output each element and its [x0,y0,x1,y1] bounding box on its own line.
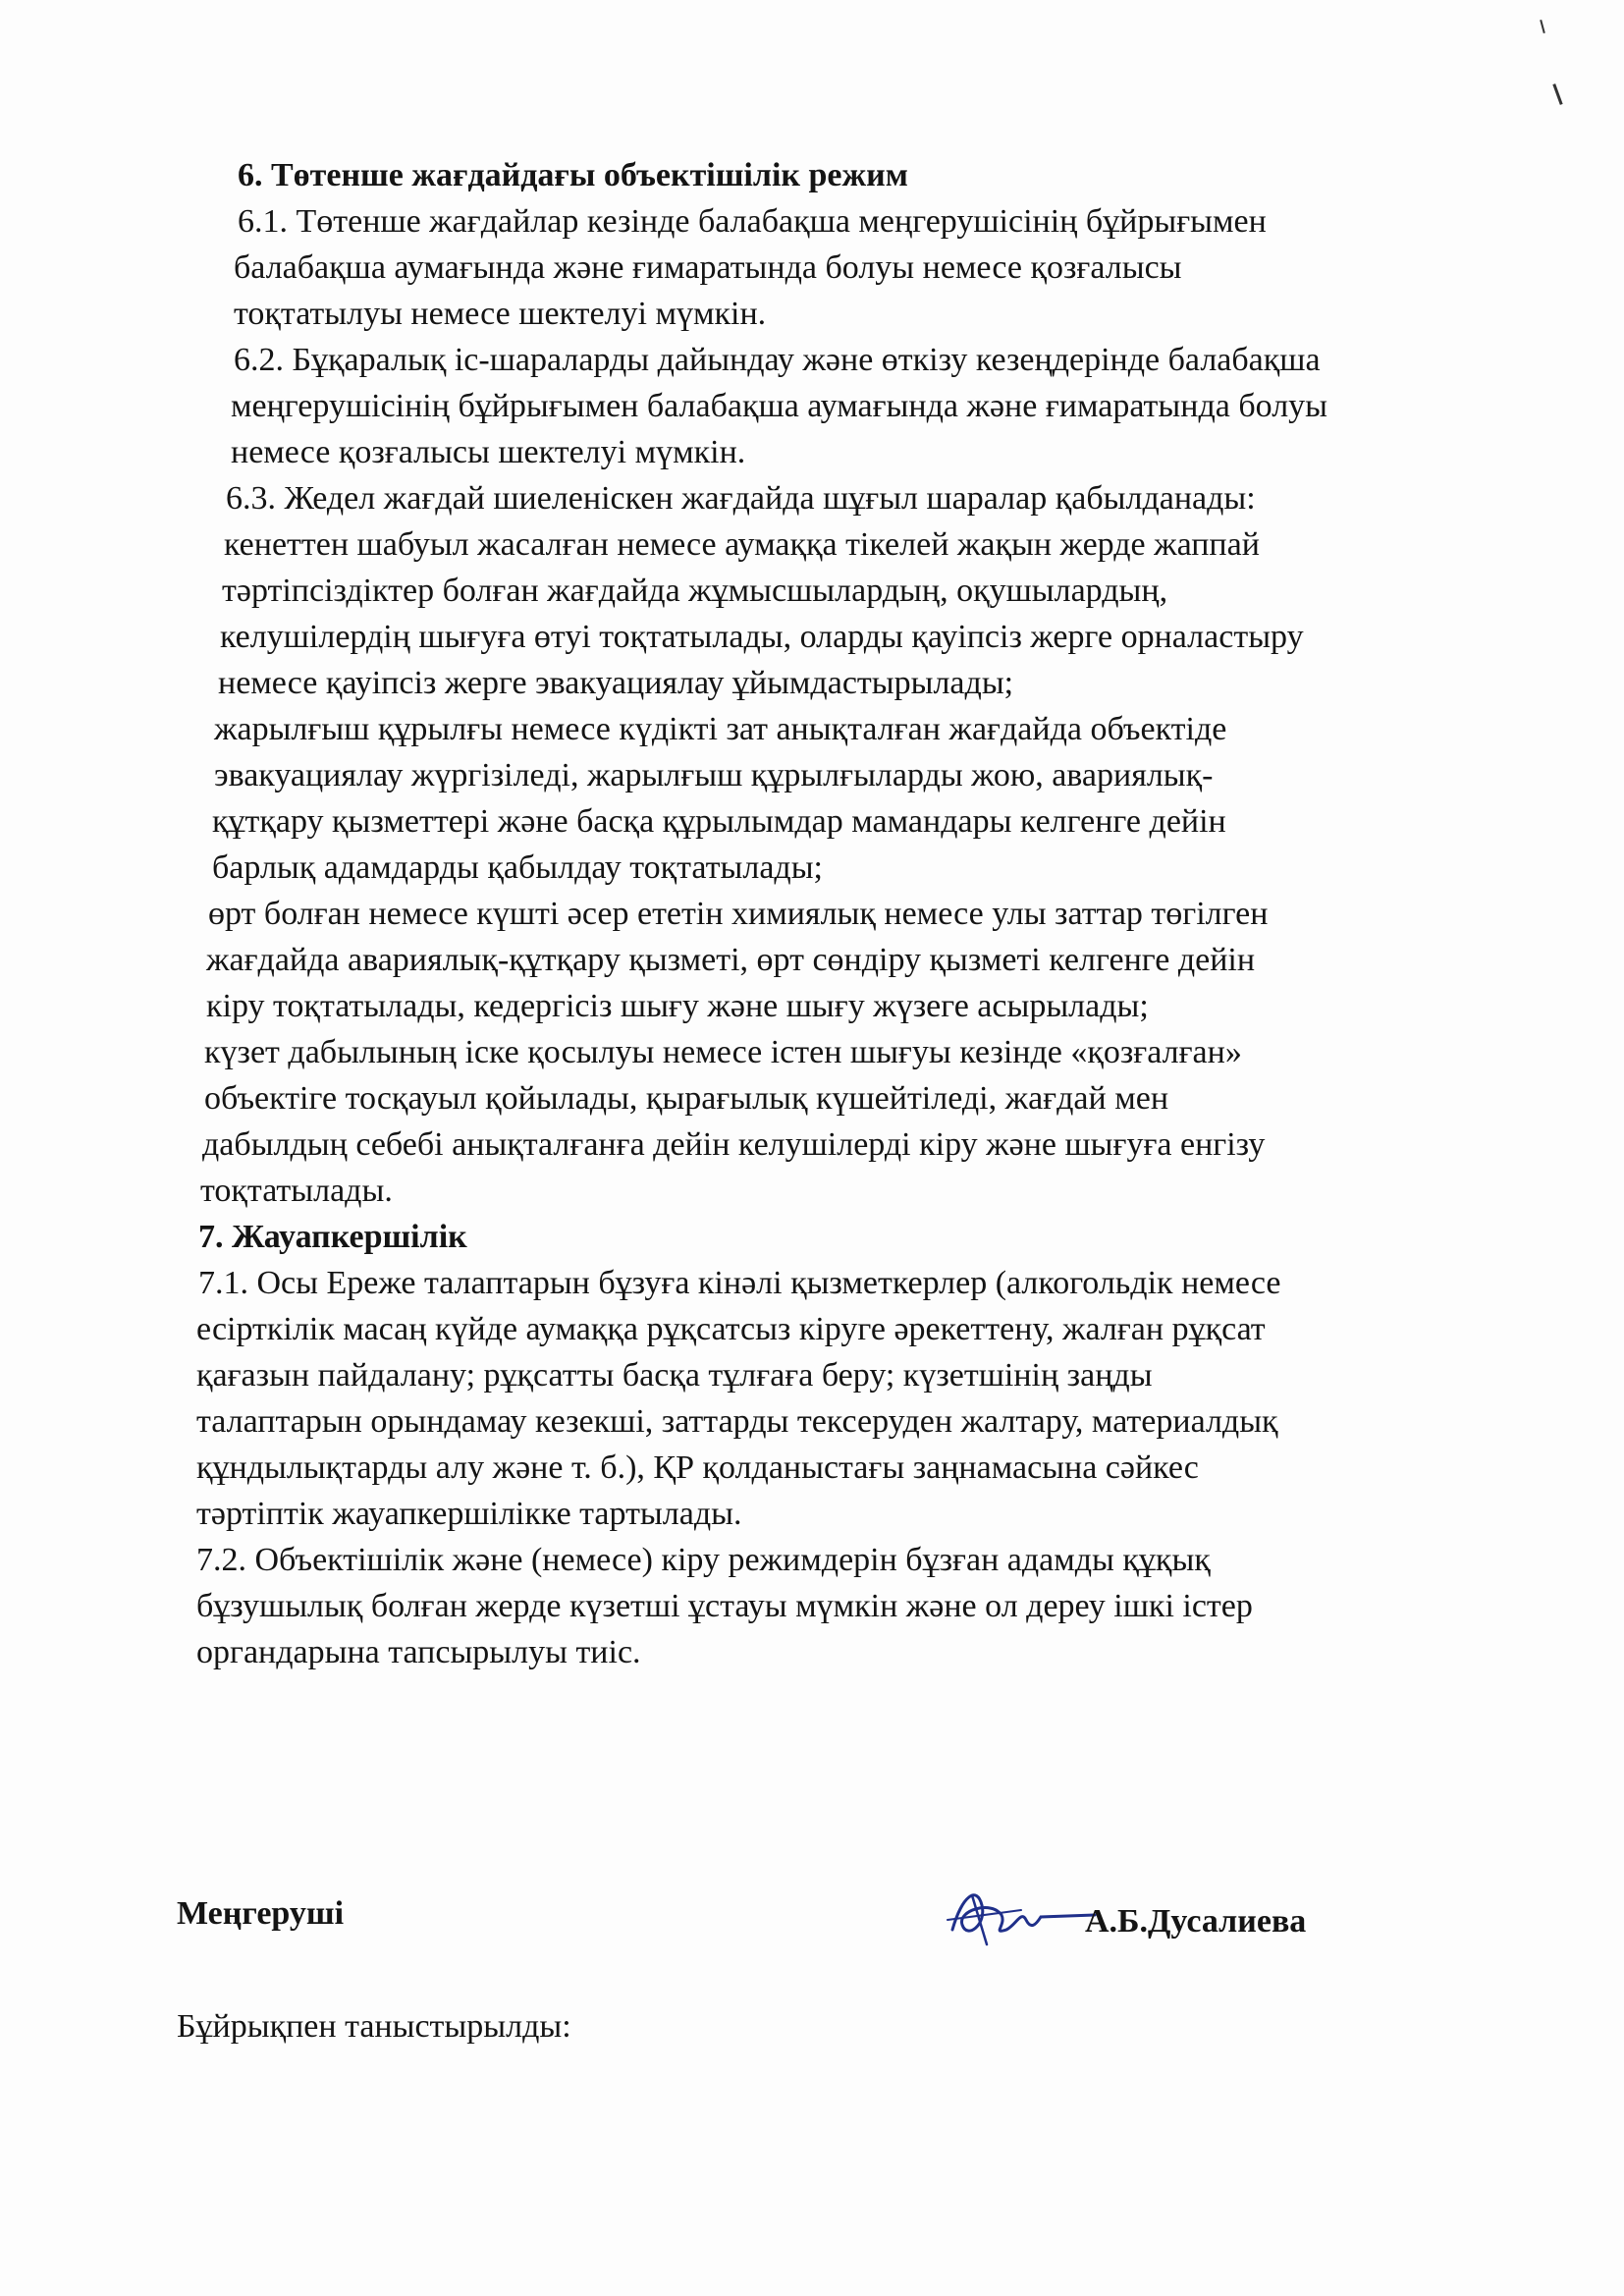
handwritten-signature [933,1876,1100,1954]
text-line: жарылғыш құрылғы немесе күдікті зат анықталған жағдайда объектіде [214,711,1227,747]
text-line: келушілердің шығуға өтуі тоқтатылады, оларды қауіпсіз жерге орналастыру [220,619,1304,655]
text-line: тәртіпсіздіктер болған жағдайда жұмысшылардың, оқушылардың, [222,573,1168,609]
scan-mark [1540,20,1545,33]
text-line: 6.3. Жедел жағдай шиеленіскен жағдайда шұғыл шаралар қабылданады: [226,480,1256,517]
text-line: немесе қауіпсіз жерге эвакуациялау ұйымдастырылады; [218,665,1014,701]
text-line: кіру тоқтатылады, кедергісіз шығу және шығу жүзеге асырылады; [206,988,1149,1024]
text-line: немесе қозғалысы шектелуі мүмкін. [231,434,746,470]
scan-mark [1552,83,1562,105]
signer-position: Меңгеруші [177,1895,345,1932]
text-line: қағазын пайдалану; рұқсатты басқа тұлғаға беру; күзетшінің заңды [196,1357,1153,1394]
text-line: кенеттен шабуыл жасалған немесе аумаққа тікелей жақын жерде жаппай [224,526,1260,563]
text-line: тоқтатылуы немесе шектелуі мүмкін. [234,296,767,332]
text-line: органдарына тапсырылуы тиіс. [196,1634,641,1670]
text-line: 6.2. Бұқаралық іс-шараларды дайындау және өткізу кезеңдерінде балабақша [234,342,1321,378]
text-line: құтқару қызметтері және басқа құрылымдар мамандары келгенге дейін [212,803,1226,840]
signature-block [177,1895,1355,2092]
text-line: 6.1. Төтенше жағдайлар кезінде балабақша меңгерушісінің бұйрығымен [238,203,1267,240]
text-line: балабақша аумағында және ғимаратында болуы немесе қозғалысы [234,249,1182,286]
text-line: талаптарын орындамау кезекші, заттарды тексеруден жалтару, материалдық [196,1403,1278,1440]
text-line: тәртіптік жауапкершілікке тартылады. [196,1496,742,1532]
signer-name: А.Б.Дусалиева [1085,1903,1307,1940]
text-line: жағдайда авариялық-құтқару қызметі, өрт сөндіру қызметі келгенге дейін [206,942,1256,978]
text-line: меңгерушісінің бұйрығымен балабақша аумағында және ғимаратында болуы [231,388,1328,424]
text-line: күзет дабылының іске қосылуы немесе істен шығуы кезінде «қозғалған» [204,1034,1242,1070]
text-line: дабылдың себебі анықталғанға дейін келушілерді кіру және шығуға енгізу [202,1126,1266,1163]
text-line: өрт болған немесе күшті әсер ететін химиялық немесе улы заттар төгілген [208,896,1269,932]
text-line: 7.1. Осы Ереже талаптарын бұзуға кінәлі қызметкерлер (алкогольдік немесе [198,1265,1281,1301]
text-line: тоқтатылады. [200,1173,393,1209]
text-line: эвакуациялау жүргізіледі, жарылғыш құрылғыларды жою, авариялық- [214,757,1214,793]
text-line: барлық адамдарды қабылдау тоқтатылады; [212,849,823,886]
text-line: объектіге тосқауыл қойылады, қырағылық күшейтіледі, жағдай мен [204,1080,1169,1117]
section-6-title: 6. Төтенше жағдайдағы объектішілік режим [238,157,908,193]
text-line: құндылықтарды алу және т. б.), ҚР қолданыстағы заңнамасына сәйкес [196,1449,1199,1486]
text-line: есірткілік масаң күйде аумаққа рұқсатсыз кіруге әрекеттену, жалған рұқсат [196,1311,1266,1347]
document-body [196,152,1492,1675]
acknowledgement-text: Бұйрықпен таныстырылды: [177,2008,571,2045]
text-line: бұзушылық болған жерде күзетші ұстауы мүмкін және ол дереу ішкі істер [196,1588,1253,1624]
section-7-title: 7. Жауапкершілік [198,1219,467,1255]
text-line: 7.2. Объектішілік және (немесе) кіру режимдерін бұзған адамды құқық [196,1542,1211,1578]
